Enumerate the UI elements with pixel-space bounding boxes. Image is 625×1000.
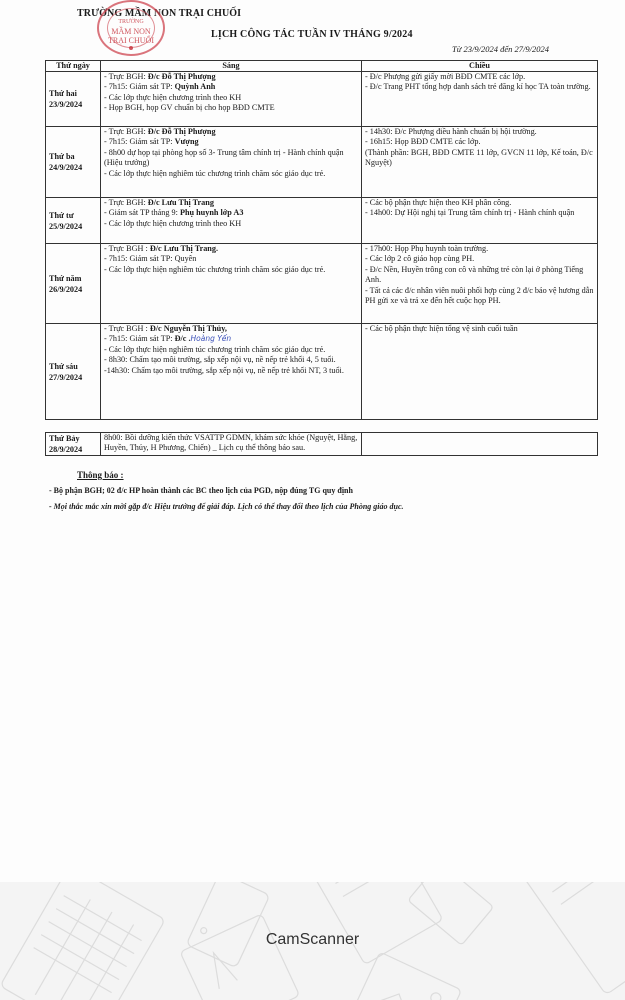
stamp-star xyxy=(129,46,133,50)
morning-item-person: Đ/c . xyxy=(174,334,191,344)
day-date: 23/9/2024 xyxy=(49,100,83,109)
day-cell xyxy=(46,127,101,198)
morning-item-text: - Giám sát TP tháng 9: xyxy=(104,208,180,218)
morning-item-text: - Các lớp thực hiện chương trình theo KH xyxy=(104,92,242,102)
afternoon-item: - Tất cả các đ/c nhân viên nuôi phối hợp cùng 2 đ/c bảo vệ hương dẫn PH gửi xe và trả xe đến hết cuộc họp PH. xyxy=(365,285,594,306)
day-cell xyxy=(46,433,101,456)
morning-cell: 8h00: Bồi dưỡng kiến thức VSATTP GDMN, khám sức khỏe (Nguyệt, Hằng, Huyền, Thủy, H Phương, Chiến) _ Lịch cụ thể thông báo sau. xyxy=(101,433,362,456)
day-name: Thứ hai xyxy=(49,89,77,98)
morning-item xyxy=(104,169,358,179)
table-row xyxy=(46,244,598,324)
morning-item-text: - Trực BGH : xyxy=(104,324,150,333)
morning-item-text: - Trực BGH: xyxy=(104,127,148,136)
table-row xyxy=(46,198,598,244)
morning-item xyxy=(104,103,358,113)
morning-item-text: - 8h00 dự họp tại phòng họp số 3- Trung tâm chính trị - Hành chính quận (Hiệu trưởng) xyxy=(104,147,344,168)
afternoon-cell xyxy=(362,244,598,324)
day-name: Thứ ba xyxy=(49,152,75,161)
morning-item-person: Quỳnh Anh xyxy=(174,82,216,92)
morning-cell xyxy=(101,324,362,420)
morning-cell xyxy=(101,72,362,127)
morning-item xyxy=(104,82,358,92)
afternoon-cell xyxy=(362,127,598,198)
afternoon-cell xyxy=(362,72,598,127)
afternoon-item: - 14h00: Dự Hội nghị tại Trung tâm chính trị - Hành chính quận xyxy=(365,208,575,218)
morning-item-person: Đ/c Nguyễn Thị Thủy, xyxy=(149,324,227,333)
morning-item-person: Phụ huynh lớp A3 xyxy=(179,208,244,218)
afternoon-item: - Đ/c Phượng gửi giấy mời BĐD CMTE các lớp. xyxy=(365,72,526,81)
morning-item-text: -14h30: Chấm tạo môi trường, sắp xếp nội vụ, nề nếp trẻ khối NT, 3 tuổi. xyxy=(104,365,344,375)
morning-item-text: - 7h15: Giám sát TP: xyxy=(104,82,175,92)
camscanner-brand: CamScanner xyxy=(265,931,360,948)
afternoon-cell xyxy=(362,324,598,420)
morning-item-text: - Trực BGH: xyxy=(104,72,148,81)
school-name: TRƯỜNG MẦM NON TRẠI CHUỐI xyxy=(77,8,242,19)
school-stamp xyxy=(97,0,165,56)
day-cell xyxy=(46,72,101,127)
morning-item-person: Đ/c Lưu Thị Trang xyxy=(147,198,214,207)
morning-item xyxy=(104,208,358,218)
day-cell xyxy=(46,244,101,324)
morning-item-text: - 8h30: Chấm tạo môi trường, sắp xếp nội vụ, nề nếp trẻ khối 4, 5 tuổi. xyxy=(104,355,336,365)
morning-item xyxy=(104,345,358,355)
day-date: 24/9/2024 xyxy=(49,163,83,172)
morning-item-person: Đ/c Đỗ Thị Phượng xyxy=(147,127,216,136)
day-name: Thứ tư xyxy=(49,210,74,220)
morning-cell xyxy=(101,127,362,198)
morning-item xyxy=(104,254,358,264)
morning-item xyxy=(104,93,358,103)
day-date: 26/9/2024 xyxy=(49,284,83,294)
afternoon-item: - 14h30: Đ/c Phượng điều hành chuẩn bị hội trường. xyxy=(365,127,537,136)
afternoon-item: - Đ/c Trang PHT tổng hợp danh sách trẻ đăng kí học TA toàn trường. xyxy=(365,82,591,92)
morning-item xyxy=(104,355,358,365)
day-date: 27/9/2024 xyxy=(49,372,83,382)
day-date: 25/9/2024 xyxy=(49,221,83,231)
table-row xyxy=(46,324,598,420)
morning-item-text: - Trực BGH : xyxy=(104,244,150,253)
camscanner-footer xyxy=(0,882,625,1000)
page-title: LỊCH CÔNG TÁC TUẦN IV THÁNG 9/2024 xyxy=(211,29,413,40)
morning-item-text: - 7h15: Giám sát TP: Quyên xyxy=(104,254,197,264)
notice-item: - Mọi thắc mắc xin mời gặp đ/c Hiệu trưởng để giải đáp. Lịch có thể thay đổi theo lịch của Phòng giáo dục. xyxy=(49,502,404,511)
morning-item-person: Vượng xyxy=(174,137,199,147)
morning-item xyxy=(104,366,358,376)
morning-item-person: Đ/c Đỗ Thị Phượng xyxy=(147,72,216,81)
afternoon-item: - 16h15: Họp BĐD CMTE các lớp. xyxy=(365,137,481,147)
day-cell xyxy=(46,198,101,244)
schedule-body xyxy=(46,72,598,420)
afternoon-item: - Các lớp 2 cô giáo họp cùng PH. xyxy=(365,254,475,264)
saturday-table xyxy=(45,432,598,456)
schedule-table xyxy=(45,60,598,420)
morning-item-text: - Các lớp thực hiện nghiêm túc chương trình chăm sóc giáo dục trẻ. xyxy=(104,168,326,178)
afternoon-item: - Đ/c Nền, Huyền trông con cô và những trẻ còn lại ở phòng Tiếng Anh. xyxy=(365,264,584,285)
morning-item-text: - Các lớp thực hiện nghiêm túc chương trình chăm sóc giáo dục trẻ. xyxy=(104,264,326,274)
morning-item xyxy=(104,72,358,82)
morning-cell xyxy=(101,244,362,324)
afternoon-cell xyxy=(362,198,598,244)
column-header-morning: Sáng xyxy=(101,61,362,72)
morning-item-text: - Trực BGH: xyxy=(104,198,148,207)
day-cell xyxy=(46,324,101,420)
table-row xyxy=(46,127,598,198)
column-header-afternoon: Chiều xyxy=(362,61,598,72)
notice-title: Thông báo : xyxy=(77,470,124,480)
day-name: Thứ sáu xyxy=(49,361,78,371)
morning-item-person: Đ/c Lưu Thị Trang. xyxy=(149,244,219,253)
morning-item-text: - Các lớp thực hiện nghiêm túc chương trình chăm sóc giáo dục trẻ. xyxy=(104,344,326,354)
morning-item-text: - 7h15: Giám sát TP: xyxy=(104,334,175,344)
afternoon-item: - Các bộ phận thực hiện tổng vệ sinh cuối tuần xyxy=(365,324,518,333)
stamp-inner-ring xyxy=(107,8,155,48)
column-header-day: Thứ ngày xyxy=(46,61,101,72)
stamp-line: MẦM NON xyxy=(111,27,151,36)
morning-item-text: - 7h15: Giám sát TP: xyxy=(104,137,175,147)
afternoon-item: - 17h00: Họp Phụ huynh toàn trường. xyxy=(365,244,489,253)
morning-item-text: - Các lớp thực hiện chương trình theo KH xyxy=(104,218,242,228)
table-row xyxy=(46,72,598,127)
morning-item xyxy=(104,219,358,229)
day-name: Thứ Bảy xyxy=(49,434,80,443)
stamp-line: TRẠI CHUỐI xyxy=(108,36,154,45)
stamp-line: TRƯỜNG xyxy=(118,19,144,25)
morning-item xyxy=(104,198,358,208)
morning-item xyxy=(104,127,358,137)
afternoon-item: (Thành phần: BGH, BĐD CMTE 11 lớp, GVCN 11 lớp, Kế toán, Đ/c Nguyệt) xyxy=(365,147,593,168)
date-range: Từ 23/9/2024 đến 27/9/2024 xyxy=(452,44,549,54)
morning-cell xyxy=(101,198,362,244)
table-header-row xyxy=(46,61,598,72)
morning-item xyxy=(104,244,358,254)
day-name: Thứ năm xyxy=(49,273,82,283)
notice-item: - Bộ phận BGH; 02 đ/c HP hoàn thành các BC theo lịch của PGD, nộp đúng TG quy định xyxy=(49,486,353,495)
table-row xyxy=(46,433,598,456)
morning-item xyxy=(104,265,358,275)
morning-item xyxy=(104,148,358,169)
day-date: 28/9/2024 xyxy=(49,445,83,454)
morning-item-text: - Họp BGH, họp GV chuẩn bị cho họp BĐD CMTE xyxy=(104,103,275,113)
handwritten-name: Hoàng Yến xyxy=(190,334,232,344)
afternoon-cell xyxy=(362,433,598,456)
morning-item xyxy=(104,334,358,344)
morning-item xyxy=(104,324,358,334)
morning-item xyxy=(104,137,358,147)
afternoon-item: - Các bộ phận thực hiện theo KH phân công. xyxy=(365,198,512,207)
